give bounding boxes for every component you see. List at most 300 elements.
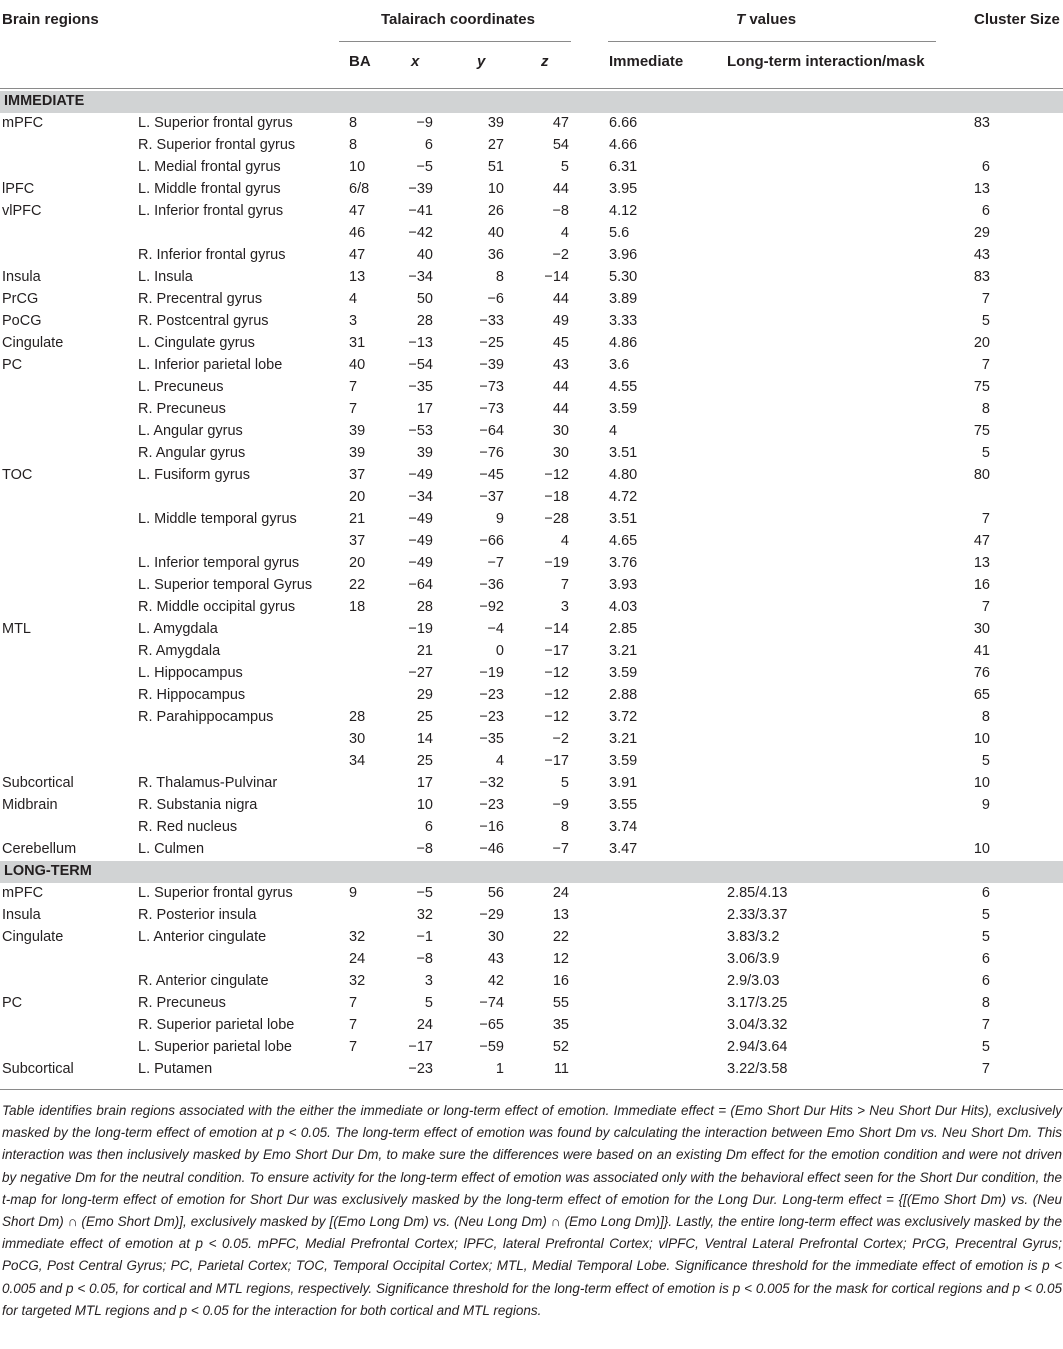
- long-term-t-cell: 3.22/3.58: [727, 1061, 788, 1077]
- immediate-t-cell: 3.74: [609, 819, 638, 835]
- cluster-size-cell: 65: [973, 687, 990, 703]
- x-cell: −34: [408, 269, 433, 285]
- header-long-term: Long-term interaction/mask: [727, 53, 925, 70]
- x-cell: −19: [408, 621, 433, 637]
- y-cell: −7: [487, 555, 504, 571]
- ba-cell: 39: [349, 445, 366, 461]
- y-cell: −76: [479, 445, 504, 461]
- z-cell: −12: [544, 687, 569, 703]
- region-cell: PoCG: [2, 313, 42, 329]
- x-cell: −23: [408, 1061, 433, 1077]
- immediate-t-cell: 6.66: [609, 115, 638, 131]
- x-cell: −17: [408, 1039, 433, 1055]
- z-cell: 3: [560, 599, 569, 615]
- y-cell: −73: [479, 379, 504, 395]
- z-cell: 44: [552, 181, 569, 197]
- header-t-values: [736, 11, 796, 28]
- z-cell: 30: [552, 423, 569, 439]
- x-cell: 21: [416, 643, 433, 659]
- long-term-t-cell: 2.33/3.37: [727, 907, 788, 923]
- ba-cell: 10: [349, 159, 366, 175]
- subregion-cell: R. Superior frontal gyrus: [138, 137, 296, 153]
- z-cell: 5: [560, 775, 569, 791]
- cluster-size-cell: 6: [981, 973, 990, 989]
- z-cell: 12: [552, 951, 569, 967]
- x-cell: 50: [416, 291, 433, 307]
- subregion-cell: R. Parahippocampus: [138, 709, 274, 725]
- region-cell: Insula: [2, 907, 41, 923]
- y-cell: 36: [487, 247, 504, 263]
- table-row: [0, 795, 1063, 817]
- cluster-size-cell: 10: [973, 775, 990, 791]
- z-cell: 35: [552, 1017, 569, 1033]
- y-cell: 27: [487, 137, 504, 153]
- header-rule: [0, 88, 1063, 89]
- table-row: [0, 333, 1063, 355]
- ba-cell: 37: [349, 467, 366, 483]
- cluster-size-cell: 6: [981, 885, 990, 901]
- region-cell: lPFC: [2, 181, 35, 197]
- x-cell: 10: [416, 797, 433, 813]
- x-cell: −49: [408, 555, 433, 571]
- cluster-size-cell: 7: [981, 511, 990, 527]
- cluster-size-cell: 8: [981, 401, 990, 417]
- cluster-size-cell: 8: [981, 709, 990, 725]
- immediate-t-cell: 3.33: [609, 313, 638, 329]
- immediate-t-cell: 4.55: [609, 379, 638, 395]
- z-cell: 16: [552, 973, 569, 989]
- z-cell: −19: [544, 555, 569, 571]
- y-cell: −29: [479, 907, 504, 923]
- immediate-t-cell: 4: [609, 423, 618, 439]
- ba-cell: 8: [349, 115, 358, 131]
- cluster-size-cell: 6: [981, 159, 990, 175]
- x-cell: 14: [416, 731, 433, 747]
- region-cell: Cingulate: [2, 929, 64, 945]
- cluster-size-cell: 16: [973, 577, 990, 593]
- x-cell: 39: [416, 445, 433, 461]
- subregion-cell: R. Substania nigra: [138, 797, 258, 813]
- x-cell: 17: [416, 775, 433, 791]
- z-cell: 13: [552, 907, 569, 923]
- z-cell: −7: [552, 841, 569, 857]
- table-row: [0, 927, 1063, 949]
- table-row: [0, 245, 1063, 267]
- immediate-t-cell: 3.96: [609, 247, 638, 263]
- y-cell: 43: [487, 951, 504, 967]
- ba-cell: 13: [349, 269, 366, 285]
- long-term-t-cell: 3.17/3.25: [727, 995, 788, 1011]
- subregion-cell: R. Precuneus: [138, 995, 226, 1011]
- immediate-t-cell: 3.95: [609, 181, 638, 197]
- header-talairach-coordinates: Talairach coordinates: [381, 11, 535, 28]
- cluster-size-cell: 76: [973, 665, 990, 681]
- region-cell: mPFC: [2, 885, 44, 901]
- subregion-cell: L. Superior temporal Gyrus: [138, 577, 313, 593]
- z-cell: −8: [552, 203, 569, 219]
- subregion-cell: L. Superior parietal lobe: [138, 1039, 292, 1055]
- x-cell: −49: [408, 467, 433, 483]
- subregion-cell: L. Medial frontal gyrus: [138, 159, 281, 175]
- table-row: [0, 509, 1063, 531]
- table-row: [0, 685, 1063, 707]
- subregion-cell: L. Inferior parietal lobe: [138, 357, 283, 373]
- region-cell: mPFC: [2, 115, 44, 131]
- subregion-cell: L. Inferior temporal gyrus: [138, 555, 300, 571]
- ba-cell: 37: [349, 533, 366, 549]
- immediate-t-cell: 2.88: [609, 687, 638, 703]
- z-cell: 22: [552, 929, 569, 945]
- immediate-t-cell: 4.72: [609, 489, 638, 505]
- immediate-t-cell: 3.55: [609, 797, 638, 813]
- y-cell: −59: [479, 1039, 504, 1055]
- table-row: [0, 179, 1063, 201]
- table-bottom-rule: [0, 1089, 1063, 1090]
- cluster-size-cell: 7: [981, 1017, 990, 1033]
- subregion-cell: L. Hippocampus: [138, 665, 243, 681]
- table-row: [0, 971, 1063, 993]
- t-values-underline: [608, 41, 936, 42]
- table-row: [0, 597, 1063, 619]
- long-term-t-cell: 2.85/4.13: [727, 885, 788, 901]
- table-row: [0, 993, 1063, 1015]
- z-cell: 30: [552, 445, 569, 461]
- table-row: [0, 1015, 1063, 1037]
- x-cell: −39: [408, 181, 433, 197]
- ba-cell: 9: [349, 885, 358, 901]
- table-caption: Table identifies brain regions associated with the either the immediate or long-term effect of emotion. Immediate effect = (Emo Short Dur Hits > Neu Short Dur Hits), exclusively masked by the long-term effect of emotion at p < 0.05. The long-term effect of emotion was found by calculating the interaction between Emo Short Dm vs. Neu Short Dm. This interaction was then inclusively masked by Emo Short Dur Dm, to make sure the differences were based on an existing Dm effect for the emotion condition and were not driven by negative Dm for the neutral condition. To ensure activity for the long-term effect of emotion was associated only with the behavioral effect seen for the Short Dur condition, the t-map for long-term effect of emotion for Short Dur was exclusively masked by the long-term effect of emotion for the Long Dur. Long-term effect = {[(Emo Short Dm) vs. (Neu Short Dm) ∩ (Emo Short Dm)], exclusively masked by [(Emo Long Dm) vs. (Neu Long Dm) ∩ (Emo Long Dm)]}. Lastly, the entire long-term effect was exclusively masked by the immediate effect of emotion at p < 0.05. mPFC, Medial Prefrontal Cortex; lPFC, lateral Prefrontal Cortex; vlPFC, Ventral Lateral Prefrontal Cortex; PrCG, Precentral Gyrus; PoCG, Post Central Gyrus; PC, Parietal Cortex; TOC, Temporal Occipital Cortex; MTL, Medial Temporal Lobe. Significance threshold for the immediate effect of emotion is p < 0.005 and p < 0.05, for cortical and MTL regions, respectively. Significance threshold for the long-term effect of emotion is p < 0.005 for the mask for cortical regions and p < 0.05 for targeted MTL regions and p < 0.05 for the interaction for both cortical and MTL regions.: [2, 1103, 1062, 1318]
- subregion-cell: R. Precentral gyrus: [138, 291, 263, 307]
- table-row: [0, 663, 1063, 685]
- table-row: [0, 575, 1063, 597]
- cluster-size-cell: 5: [981, 313, 990, 329]
- section-label: LONG-TERM: [4, 863, 92, 879]
- table-row: [0, 839, 1063, 861]
- x-cell: −64: [408, 577, 433, 593]
- ba-cell: 39: [349, 423, 366, 439]
- y-cell: 56: [487, 885, 504, 901]
- cluster-size-cell: 9: [981, 797, 990, 813]
- z-cell: 24: [552, 885, 569, 901]
- subregion-cell: R. Hippocampus: [138, 687, 246, 703]
- immediate-t-cell: 3.59: [609, 753, 638, 769]
- table-row: [0, 377, 1063, 399]
- y-cell: −23: [479, 687, 504, 703]
- y-cell: −32: [479, 775, 504, 791]
- y-cell: −74: [479, 995, 504, 1011]
- y-cell: 0: [495, 643, 504, 659]
- ba-cell: 7: [349, 1017, 358, 1033]
- cluster-size-cell: 6: [981, 203, 990, 219]
- header-cluster-size: Cluster Size: [974, 11, 1060, 28]
- cluster-size-cell: 83: [973, 269, 990, 285]
- table-row: [0, 751, 1063, 773]
- z-cell: 47: [552, 115, 569, 131]
- cluster-size-cell: 5: [981, 753, 990, 769]
- x-cell: 28: [416, 599, 433, 615]
- immediate-t-cell: 3.21: [609, 731, 638, 747]
- x-cell: −9: [416, 115, 433, 131]
- cluster-size-cell: 6: [981, 951, 990, 967]
- ba-cell: 8: [349, 137, 358, 153]
- z-cell: −12: [544, 665, 569, 681]
- y-cell: −92: [479, 599, 504, 615]
- z-cell: −12: [544, 709, 569, 725]
- immediate-t-cell: 3.47: [609, 841, 638, 857]
- subregion-cell: R. Middle occipital gyrus: [138, 599, 296, 615]
- table-row: [0, 465, 1063, 487]
- x-cell: −1: [416, 929, 433, 945]
- header-x: x: [411, 53, 420, 70]
- cluster-size-cell: 5: [981, 929, 990, 945]
- z-cell: −2: [552, 731, 569, 747]
- y-cell: −19: [479, 665, 504, 681]
- cluster-size-cell: 20: [973, 335, 990, 351]
- ba-cell: 24: [349, 951, 366, 967]
- immediate-t-cell: 4.86: [609, 335, 638, 351]
- cluster-size-cell: 5: [981, 907, 990, 923]
- ba-cell: 31: [349, 335, 366, 351]
- z-cell: 44: [552, 291, 569, 307]
- x-cell: −5: [416, 159, 433, 175]
- cluster-size-cell: 7: [981, 1061, 990, 1077]
- ba-cell: 3: [349, 313, 358, 329]
- table-row: [0, 817, 1063, 839]
- y-cell: −73: [479, 401, 504, 417]
- x-cell: −5: [416, 885, 433, 901]
- subregion-cell: L. Middle frontal gyrus: [138, 181, 281, 197]
- x-cell: 25: [416, 753, 433, 769]
- z-cell: 49: [552, 313, 569, 329]
- subregion-cell: L. Putamen: [138, 1061, 213, 1077]
- region-cell: Subcortical: [2, 1061, 74, 1077]
- cluster-size-cell: 7: [981, 291, 990, 307]
- x-cell: −42: [408, 225, 433, 241]
- table-row: [0, 773, 1063, 795]
- subregion-cell: R. Amygdala: [138, 643, 221, 659]
- region-cell: Cerebellum: [2, 841, 77, 857]
- subregion-cell: L. Superior frontal gyrus: [138, 115, 293, 131]
- immediate-t-cell: 3.21: [609, 643, 638, 659]
- subregion-cell: L. Superior frontal gyrus: [138, 885, 293, 901]
- ba-cell: 20: [349, 489, 366, 505]
- table-row: [0, 223, 1063, 245]
- ba-cell: 30: [349, 731, 366, 747]
- x-cell: −34: [408, 489, 433, 505]
- y-cell: 8: [495, 269, 504, 285]
- y-cell: −33: [479, 313, 504, 329]
- x-cell: −53: [408, 423, 433, 439]
- table-row: [0, 487, 1063, 509]
- x-cell: −13: [408, 335, 433, 351]
- cluster-size-cell: 41: [973, 643, 990, 659]
- cluster-size-cell: 80: [973, 467, 990, 483]
- subregion-cell: R. Posterior insula: [138, 907, 257, 923]
- cluster-size-cell: 29: [973, 225, 990, 241]
- ba-cell: 28: [349, 709, 366, 725]
- ba-cell: 47: [349, 247, 366, 263]
- z-cell: 44: [552, 401, 569, 417]
- region-cell: Midbrain: [2, 797, 58, 813]
- cluster-size-cell: 10: [973, 731, 990, 747]
- z-cell: 44: [552, 379, 569, 395]
- header-brain-regions: Brain regions: [2, 11, 99, 28]
- region-cell: MTL: [2, 621, 31, 637]
- immediate-t-cell: 6.31: [609, 159, 638, 175]
- z-cell: 43: [552, 357, 569, 373]
- z-cell: −14: [544, 621, 569, 637]
- cluster-size-cell: 30: [973, 621, 990, 637]
- long-term-t-cell: 2.9/3.03: [727, 973, 780, 989]
- x-cell: −54: [408, 357, 433, 373]
- subregion-cell: R. Inferior frontal gyrus: [138, 247, 286, 263]
- cluster-size-cell: 75: [973, 379, 990, 395]
- subregion-cell: L. Precuneus: [138, 379, 224, 395]
- immediate-t-cell: 4.66: [609, 137, 638, 153]
- subregion-cell: L. Middle temporal gyrus: [138, 511, 297, 527]
- ba-cell: 7: [349, 995, 358, 1011]
- subregion-cell: L. Culmen: [138, 841, 205, 857]
- x-cell: 24: [416, 1017, 433, 1033]
- ba-cell: 22: [349, 577, 366, 593]
- subregion-cell: R. Angular gyrus: [138, 445, 246, 461]
- table-row: [0, 421, 1063, 443]
- immediate-t-cell: 3.89: [609, 291, 638, 307]
- cluster-size-cell: 5: [981, 1039, 990, 1055]
- section-header-long-term: [0, 861, 1063, 883]
- y-cell: −23: [479, 709, 504, 725]
- immediate-t-cell: 3.76: [609, 555, 638, 571]
- ba-cell: 47: [349, 203, 366, 219]
- immediate-t-cell: 5.30: [609, 269, 638, 285]
- section-header-immediate: [0, 91, 1063, 113]
- y-cell: −37: [479, 489, 504, 505]
- ba-cell: 7: [349, 1039, 358, 1055]
- x-cell: −8: [416, 841, 433, 857]
- table-row: [0, 883, 1063, 905]
- immediate-t-cell: 5.6: [609, 225, 630, 241]
- z-cell: 8: [560, 819, 569, 835]
- ba-cell: 7: [349, 401, 358, 417]
- section-label: IMMEDIATE: [4, 93, 85, 109]
- z-cell: 54: [552, 137, 569, 153]
- cluster-size-cell: 13: [973, 181, 990, 197]
- table-row: [0, 619, 1063, 641]
- y-cell: −23: [479, 797, 504, 813]
- cluster-size-cell: 8: [981, 995, 990, 1011]
- ba-cell: 4: [349, 291, 358, 307]
- subregion-cell: L. Anterior cingulate: [138, 929, 267, 945]
- cluster-size-cell: 7: [981, 599, 990, 615]
- header-t-italic: T: [736, 11, 746, 28]
- header-ba: BA: [349, 53, 371, 70]
- header-z: z: [541, 53, 549, 70]
- z-cell: 52: [552, 1039, 569, 1055]
- subregion-cell: R. Anterior cingulate: [138, 973, 269, 989]
- y-cell: −16: [479, 819, 504, 835]
- z-cell: −17: [544, 753, 569, 769]
- immediate-t-cell: 3.51: [609, 445, 638, 461]
- subregion-cell: R. Postcentral gyrus: [138, 313, 269, 329]
- subregion-cell: L. Cingulate gyrus: [138, 335, 255, 351]
- ba-cell: 40: [349, 357, 366, 373]
- subregion-cell: L. Inferior frontal gyrus: [138, 203, 284, 219]
- subregion-cell: R. Precuneus: [138, 401, 226, 417]
- table-row: [0, 201, 1063, 223]
- cluster-size-cell: 10: [973, 841, 990, 857]
- table-row: [0, 729, 1063, 751]
- region-cell: PrCG: [2, 291, 39, 307]
- z-cell: −17: [544, 643, 569, 659]
- y-cell: −36: [479, 577, 504, 593]
- z-cell: −18: [544, 489, 569, 505]
- x-cell: 25: [416, 709, 433, 725]
- x-cell: 40: [416, 247, 433, 263]
- ba-cell: 46: [349, 225, 366, 241]
- x-cell: 6: [424, 819, 433, 835]
- table-row: [0, 905, 1063, 927]
- region-cell: PC: [2, 357, 23, 373]
- immediate-t-cell: 3.72: [609, 709, 638, 725]
- z-cell: 4: [560, 533, 569, 549]
- y-cell: −65: [479, 1017, 504, 1033]
- cluster-size-cell: 83: [973, 115, 990, 131]
- ba-cell: 20: [349, 555, 366, 571]
- immediate-t-cell: 3.51: [609, 511, 638, 527]
- x-cell: 32: [416, 907, 433, 923]
- table-row: [0, 443, 1063, 465]
- y-cell: −46: [479, 841, 504, 857]
- table-row: [0, 399, 1063, 421]
- immediate-t-cell: 4.12: [609, 203, 638, 219]
- y-cell: −64: [479, 423, 504, 439]
- x-cell: 5: [424, 995, 433, 1011]
- immediate-t-cell: 3.59: [609, 665, 638, 681]
- z-cell: −9: [552, 797, 569, 813]
- table-row: [0, 157, 1063, 179]
- region-cell: TOC: [2, 467, 33, 483]
- z-cell: −28: [544, 511, 569, 527]
- region-cell: PC: [2, 995, 23, 1011]
- talairach-underline: [339, 41, 571, 42]
- cluster-size-cell: 75: [973, 423, 990, 439]
- y-cell: −25: [479, 335, 504, 351]
- y-cell: −45: [479, 467, 504, 483]
- y-cell: −4: [487, 621, 504, 637]
- y-cell: 30: [487, 929, 504, 945]
- ba-cell: 21: [349, 511, 366, 527]
- y-cell: −6: [487, 291, 504, 307]
- x-cell: −27: [408, 665, 433, 681]
- z-cell: 55: [552, 995, 569, 1011]
- z-cell: −14: [544, 269, 569, 285]
- subregion-cell: L. Angular gyrus: [138, 423, 243, 439]
- ba-cell: 6/8: [349, 181, 370, 197]
- y-cell: 40: [487, 225, 504, 241]
- y-cell: 1: [495, 1061, 504, 1077]
- subregion-cell: L. Amygdala: [138, 621, 218, 637]
- x-cell: 29: [416, 687, 433, 703]
- x-cell: 28: [416, 313, 433, 329]
- long-term-t-cell: 3.83/3.2: [727, 929, 780, 945]
- subregion-cell: L. Insula: [138, 269, 193, 285]
- long-term-t-cell: 3.04/3.32: [727, 1017, 788, 1033]
- y-cell: 51: [487, 159, 504, 175]
- y-cell: 26: [487, 203, 504, 219]
- y-cell: 39: [487, 115, 504, 131]
- table-row: [0, 355, 1063, 377]
- x-cell: −35: [408, 379, 433, 395]
